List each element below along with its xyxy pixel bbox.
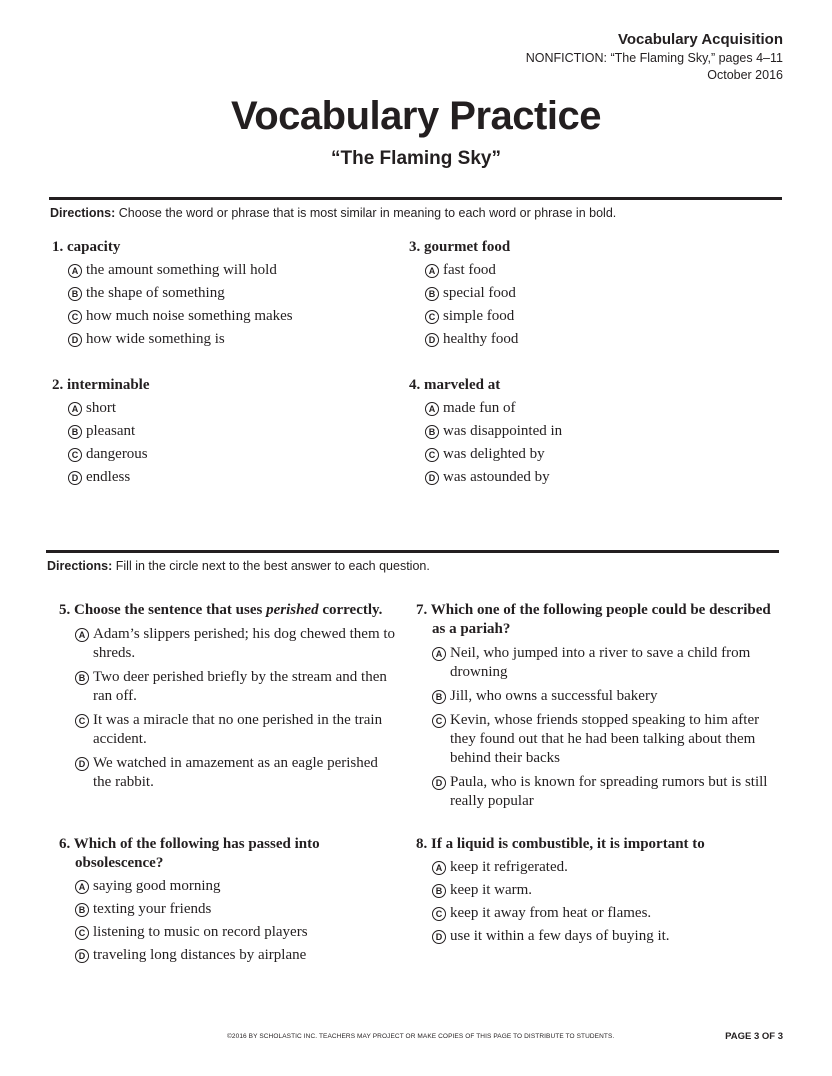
page-subtitle: “The Flaming Sky” [331,148,501,169]
answer-bubble[interactable]: A [68,264,82,278]
question-4 [409,376,749,487]
option-text: the shape of something [86,285,225,301]
answer-option[interactable] [425,284,749,303]
answer-bubble[interactable]: B [68,425,82,439]
answer-option[interactable] [432,858,776,877]
answer-bubble[interactable]: A [75,880,89,894]
option-text: listening to music on record players [93,924,308,940]
option-text: fast food [443,262,496,278]
answer-bubble[interactable]: C [75,714,89,728]
question-6 [59,835,399,965]
question-number: 3. [409,239,421,255]
answer-option[interactable] [68,445,382,464]
question-number: 6. [59,836,71,852]
question-7 [416,601,776,811]
option-text: how wide something is [86,331,225,347]
question-word: interminable [67,377,150,393]
question-text: If a liquid is combustible, it is important to [431,836,705,852]
option-text: Adam’s slippers perished; his dog chewed them to shreds. [93,626,396,661]
option-text: made fun of [443,400,516,416]
option-text: We watched in amazement as an eagle perished the rabbit. [93,755,378,790]
option-text: Two deer perished briefly by the stream and then ran off. [93,669,387,704]
answer-option[interactable] [425,261,749,280]
answer-option[interactable] [432,881,776,900]
question-emphasis: perished [266,602,319,618]
answer-bubble[interactable]: B [68,287,82,301]
answer-bubble[interactable]: C [432,714,446,728]
answer-option[interactable] [75,668,399,706]
question-text: Which one of the following people could be described as a pariah? [430,602,771,637]
source-label: NONFICTION: “The Flaming Sky,” pages 4–11 [525,51,783,65]
answer-bubble[interactable]: A [432,647,446,661]
option-text: keep it away from heat or flames. [450,905,652,921]
answer-option[interactable] [68,261,382,280]
option-text: keep it warm. [450,882,533,898]
question-1 [52,238,382,349]
option-text: simple food [443,308,515,324]
answer-option[interactable] [432,904,776,923]
answer-option[interactable] [432,687,776,706]
question-number: 1. [52,239,64,255]
answer-option[interactable] [425,399,749,418]
answer-bubble[interactable]: B [425,287,439,301]
answer-bubble[interactable]: D [68,333,82,347]
option-text: healthy food [443,331,519,347]
question-number: 2. [52,377,64,393]
option-text: Paula, who is known for spreading rumors but is still really popular [450,774,768,809]
answer-bubble[interactable]: A [68,402,82,416]
answer-bubble[interactable]: B [432,884,446,898]
answer-option[interactable] [425,468,749,487]
option-text: Kevin, whose friends stopped speaking to him after they found out that he had been talking about them behind their backs [450,712,760,766]
option-text: endless [86,469,131,485]
answer-bubble[interactable]: D [432,930,446,944]
question-text-end: correctly. [318,602,383,618]
answer-bubble[interactable]: C [425,448,439,462]
directions-part-1 [50,206,616,220]
answer-bubble[interactable]: D [68,471,82,485]
option-text: Neil, who jumped into a river to save a child from drowning [450,645,751,680]
answer-option[interactable] [68,399,382,418]
answer-option[interactable] [68,468,382,487]
answer-option[interactable] [425,330,749,349]
answer-bubble[interactable]: B [75,903,89,917]
option-text: was disappointed in [443,423,563,439]
option-text: special food [443,285,516,301]
option-text: pleasant [86,423,136,439]
option-text: use it within a few days of buying it. [450,928,670,944]
question-8 [416,835,776,946]
answer-bubble[interactable]: C [425,310,439,324]
answer-option[interactable] [432,644,776,682]
answer-bubble[interactable]: B [75,671,89,685]
answer-option[interactable] [68,422,382,441]
option-text: keep it refrigerated. [450,859,568,875]
question-number: 5. [59,602,71,618]
question-text: Choose the sentence that uses [74,602,267,618]
answer-option[interactable] [68,330,382,349]
question-text: Which of the following has passed into obsolescence? [73,836,320,871]
option-text: short [86,400,116,416]
answer-option[interactable] [425,422,749,441]
option-text: traveling long distances by airplane [93,947,307,963]
question-word: capacity [67,239,121,255]
option-text: It was a miracle that no one perished in the train accident. [93,712,383,747]
directions-part-2 [47,559,430,573]
answer-bubble[interactable]: A [425,264,439,278]
question-number: 8. [416,836,428,852]
answer-option[interactable] [432,773,776,811]
answer-option[interactable] [75,923,399,942]
option-text: texting your friends [93,901,212,917]
answer-bubble[interactable]: B [432,690,446,704]
question-3 [409,238,749,349]
answer-bubble[interactable]: D [75,949,89,963]
answer-option[interactable] [68,307,382,326]
page-title: Vocabulary Practice [231,94,601,138]
answer-option[interactable] [75,900,399,919]
option-text: saying good morning [93,878,221,894]
option-text: dangerous [86,446,148,462]
worksheet-header [526,31,783,84]
copyright-notice: ©2016 BY SCHOLASTIC INC. TEACHERS MAY PROJECT OR MAKE COPIES OF THIS PAGE TO DISTRIBUTE TO STUDENTS. [227,1033,615,1040]
section-divider [46,550,779,553]
answer-bubble[interactable]: C [68,448,82,462]
answer-bubble[interactable]: B [425,425,439,439]
option-text: Jill, who owns a successful bakery [450,688,658,704]
directions-label: Directions: [47,559,113,573]
answer-option[interactable] [432,711,776,768]
answer-option[interactable] [425,307,749,326]
answer-option[interactable] [75,946,399,965]
option-text: was astounded by [443,469,550,485]
answer-bubble[interactable]: D [425,333,439,347]
answer-bubble[interactable]: C [432,907,446,921]
question-word: gourmet food [424,239,511,255]
page-number: PAGE 3 OF 3 [725,1031,783,1042]
question-2 [52,376,382,487]
question-number: 4. [409,377,421,393]
answer-option[interactable] [68,284,382,303]
directions-label: Directions: [50,206,116,220]
answer-option[interactable] [425,445,749,464]
option-text: how much noise something makes [86,308,293,324]
answer-bubble[interactable]: A [432,861,446,875]
answer-bubble[interactable]: D [432,776,446,790]
directions-text: Choose the word or phrase that is most similar in meaning to each word or phrase in bold. [115,206,617,220]
answer-bubble[interactable]: C [68,310,82,324]
answer-bubble[interactable]: A [75,628,89,642]
answer-bubble[interactable]: C [75,926,89,940]
option-text: the amount something will hold [86,262,277,278]
answer-option[interactable] [75,625,399,663]
answer-option[interactable] [75,877,399,896]
answer-bubble[interactable]: D [425,471,439,485]
issue-date: October 2016 [707,68,783,82]
question-5 [59,601,399,792]
answer-option[interactable] [75,711,399,749]
section-divider [49,197,782,200]
section-label: Vocabulary Acquisition [617,31,783,48]
directions-text: Fill in the circle next to the best answer to each question. [112,559,430,573]
option-text: was delighted by [443,446,545,462]
answer-bubble[interactable]: A [425,402,439,416]
answer-option[interactable] [75,754,399,792]
answer-option[interactable] [432,927,776,946]
question-number: 7. [416,602,428,618]
answer-bubble[interactable]: D [75,757,89,771]
question-word: marveled at [424,377,501,393]
